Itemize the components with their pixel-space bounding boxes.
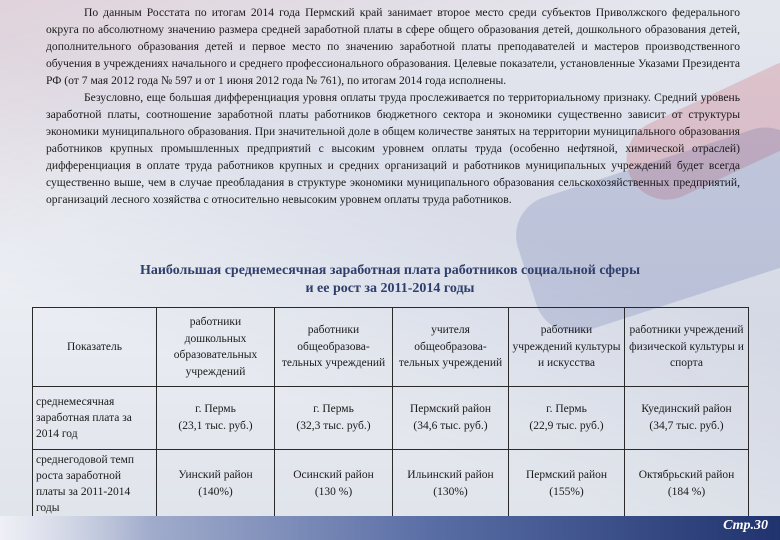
header-col-3: учителя общеобразова-тельных учреждений <box>393 308 509 387</box>
salary-table <box>32 307 749 519</box>
table-cell: Осинский район (130 %) <box>275 450 393 519</box>
table-row <box>33 387 749 450</box>
table-cell: Пермский район (155%) <box>509 450 625 519</box>
header-label: Показатель <box>33 308 157 387</box>
table-header-row <box>33 308 749 387</box>
table-title-line-1: Наибольшая среднемесячная заработная плата работников социальной сферы <box>139 263 641 278</box>
paragraph-2: Безусловно, еще большая дифференциация уровня оплаты труда прослеживается по территориальному признаку. Средний уровень заработной платы, соотношение заработной платы работников бюджетного сектора и экономики существенно зависит от структуры экономики муниципального образования. При значительной доле в общем количестве занятых на территории муниципального образования работников крупных промышленных предприятий с высоким уровнем оплаты труда (особенно нефтяной, химической отраслей) дифференциация в оплате труда работников крупных и средних организаций и работников муниципальных учреждений будет всегда существенно выше, чем в случае преобладания в структуре экономики муниципального образования сельскохозяйственных предприятий, организаций лесного хозяйства с относительно невысоким уровнем оплаты труда работников. <box>46 91 740 206</box>
paragraph-1: По данным Росстата по итогам 2014 года Пермский край занимает второе место среди субъектов Приволжского федерального округа по абсолютному значению размера средней заработной платы в сфере общего образования детей, дошкольного образования детей, дополнительного образования детей и первое место по значению заработной платы преподавателей и мастеров производственного обучения в учреждениях начального и среднего профессионального образования. Целевые показатели, установленные Указами Президента РФ (от 7 мая 2012 года № 597 и от 1 июня 2012 года № 761), по итогам 2014 года исполнены. <box>46 6 740 87</box>
header-col-2: работники общеобразова-тельных учреждений <box>275 308 393 387</box>
row-label: среднемесячная заработная плата за 2014 год <box>33 387 157 450</box>
table-cell: Пермский район (34,6 тыс. руб.) <box>393 387 509 450</box>
header-col-5: работники учреждений физической культуры и спорта <box>625 308 749 387</box>
header-col-1: работники дошкольных образовательных учреждений <box>157 308 275 387</box>
table-cell: Уинский район (140%) <box>157 450 275 519</box>
table-cell: Ильинский район (130%) <box>393 450 509 519</box>
table-row <box>33 450 749 519</box>
table-title <box>60 262 720 298</box>
page-number: Стр.30 <box>723 518 768 533</box>
footer-fade <box>0 516 150 540</box>
row-label: среднегодовой темп роста заработной платы за 2011-2014 годы <box>33 450 157 519</box>
header-col-4: работники учреждений культуры и искусства <box>509 308 625 387</box>
table-cell: Октябрьский район (184 %) <box>625 450 749 519</box>
table-cell: г. Пермь (32,3 тыс. руб.) <box>275 387 393 450</box>
table-cell: г. Пермь (23,1 тыс. руб.) <box>157 387 275 450</box>
table-title-line-2: и ее рост за 2011-2014 годы <box>305 281 475 296</box>
table-cell: г. Пермь (22,9 тыс. руб.) <box>509 387 625 450</box>
table-cell: Куединский район (34,7 тыс. руб.) <box>625 387 749 450</box>
body-text <box>46 4 740 208</box>
